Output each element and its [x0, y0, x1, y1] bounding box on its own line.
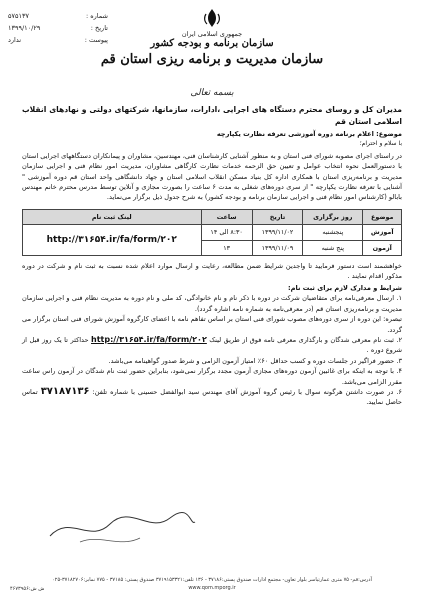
- intro-paragraph: در راستای اجرای مصوبه شورای فنی استان و به منظور آشنایی کارشناسان فنی، مهندسین، مشاوران و پیمانکاران دستگاههای اجرایی استان با دستورالعمل نحوه انتخاب عوامل و تعیین حق الزحمه خدمات نظارت کارگاهی مشاوران، مدیریت امور نظام فنی و اجرایی سازمان مدیریت و برنامه‌ریزی استان با همکاری اداره کل بنیاد مسکن انقلاب اسلامی استان و جهاد دانشگاهی واحد استان قم دوره آموزشی " آشنایی با تعرفه نظارت یکپارچه " از سری دوره‌های شغلی به مدت ۶ ساعت را بصورت مجازی و آنلاین توسط مدرس محترم خانم مهندس بابالو (کارشناس امور نظام فنی و اجرایی سازمان برنامه و بودجه کشور) به شرح جدول ذیل برگزار می‌نماید.: [22, 151, 402, 202]
- condition-2-text: ۲. ثبت نام معرفی شدگان و بارگذاری معرفی نامه فوق از طریق لینک: [209, 335, 402, 344]
- row-day: پنج شنبه: [303, 240, 363, 255]
- conditions-title: شرایط و مدارک لازم برای ثبت نام:: [288, 283, 402, 292]
- contact-line: [22, 387, 402, 408]
- row-time: ۱۳: [201, 240, 252, 255]
- salutation: بسمه تعالی: [190, 88, 234, 98]
- org-name-province: سازمان مدیریت و برنامه ریزی استان قم: [100, 52, 324, 67]
- subject: موضوع: اعلام برنامه دوره آموزشی تعرفه نظارت یکپارچه: [216, 130, 402, 138]
- condition-item: ۱. ارسال معرفی‌نامه برای متقاضیان شرکت در دوره با ذکر نام و نام خانوادگی، کد ملی و نام دوره به مدیریت نظام فنی و اجرایی سازمان مدیریت و برنامه‌ریزی استان قم (در معرفی‌نامه به شماره نامه اشاره گردد).: [22, 294, 402, 313]
- attachment-label: پیوست :: [84, 36, 108, 44]
- table-row: [23, 225, 402, 240]
- footer-website[interactable]: www.qom.mporg.ir: [188, 585, 236, 591]
- contact-phone: ۳۷۱۸۷۱۳۶: [40, 385, 90, 397]
- iran-emblem-icon: [201, 8, 223, 28]
- date-value: ۱۳۹۹/۱۰/۲۹: [8, 24, 41, 32]
- schedule-table: [22, 209, 402, 256]
- row-date: ۱۳۹۹/۱۱/۰۲: [252, 225, 302, 240]
- condition-item: [22, 335, 402, 356]
- closing-paragraph: خواهشمند است دستور فرمایید تا واجدین شرایط ضمن مطالعه، رعایت و ارسال موارد اعلام شده نسبت به ثبت نام و شرکت در دوره مذکور اقدام نمایند .: [22, 262, 402, 281]
- greeting: با سلام و احترام؛: [359, 140, 402, 148]
- condition-2-tail: حداکثر تا یک روز قبل از شروع دوره .: [22, 335, 402, 355]
- row-day: پنجشنبه: [303, 225, 363, 240]
- table-header-row: [23, 209, 402, 224]
- registration-link[interactable]: http://۳۱۶۵۴.ir/fa/form/۲۰۲: [23, 225, 202, 256]
- footer-address-text: آدرس:قم- ۷۵ متری عمارتیاسر بلوار تعاون- مجتمع ادارات صندوق پستی:۳۷۱۸۶ - ۱۳۶ تلفن:۳۷۱۹۱۵۳۳۲۱ صندوق پستی: ۳۷۱۸۵ - ۷۷۵ نمابر:۳۷۱۸۲۷۰۶-۰۲۵: [52, 577, 372, 583]
- org-name-national: سازمان برنامه و بودجه کشور: [150, 38, 274, 49]
- meta-date: [8, 22, 108, 34]
- republic-title: جمهوری اسلامی ایران: [181, 30, 243, 38]
- footer-address: [12, 576, 412, 592]
- condition-item: ۴. با توجه به اینکه برای غائبین آزمون دوره‌های مجازی آزمون مجدد برگزار نمی‌شود، بنابراین حضور ثبت نام شدگان در آزمون راس ساعت مقرر الزامی می‌باشد.: [22, 367, 402, 386]
- meta-number: [8, 10, 108, 22]
- number-label: شماره :: [86, 12, 108, 20]
- date-label: تاریخ :: [90, 24, 108, 32]
- col-day: روز برگزاری: [303, 209, 363, 224]
- col-topic: موضوع: [363, 209, 402, 224]
- row-date: ۱۳۹۹/۱۱/۰۹: [252, 240, 302, 255]
- row-topic: آموزش: [363, 225, 402, 240]
- footer-fax-code: ش ش:۴۶۷۳۹۵۶: [10, 586, 45, 592]
- row-topic: آزمون: [363, 240, 402, 255]
- letter-meta: [8, 10, 108, 46]
- col-time: ساعت: [201, 209, 252, 224]
- attachment-value: ندارد: [8, 36, 22, 44]
- meta-attachment: [8, 34, 108, 46]
- col-link: لینک ثبت نام: [23, 209, 202, 224]
- letter-body: [22, 104, 402, 408]
- contact-text: ۶. در صورت داشتن هرگونه سوال با رئیس گروه آموزش آقای مهندس سید ابوالفضل حسینی با شماره تلفن:: [92, 387, 402, 396]
- registration-url-link[interactable]: http://۳۱۶۵۴.ir/fa/form/۲۰۲: [91, 334, 207, 344]
- number-value: ۵۷۵۱۳۷: [8, 12, 29, 20]
- addressee: مدیران کل و روسای محترم دستگاه های اجرایی ،ادارات، سازمانها، شرکتهای دولتی و نهادهای انقلاب اسلامی استان قم: [22, 105, 402, 126]
- col-date: تاریخ: [252, 209, 302, 224]
- condition-item: ۳. حضور فراگیر در جلسات دوره و کسب حداقل ۶۰٪ امتیاز آزمون الزامی و شرط صدور گواهینامه می‌باشد.: [108, 356, 402, 365]
- signature-icon: [40, 504, 200, 550]
- contact-text-after: تماس حاصل نمایید.: [22, 387, 402, 407]
- row-time: ۸:۳۰ الی ۱۴: [201, 225, 252, 240]
- condition-note: تبصره: این دوره از سری دوره‌های مصوب شورای فنی استان بر اساس تفاهم نامه با اعضای کارگروه آموزش شورای فنی استان برگزار می گردد.: [22, 315, 402, 334]
